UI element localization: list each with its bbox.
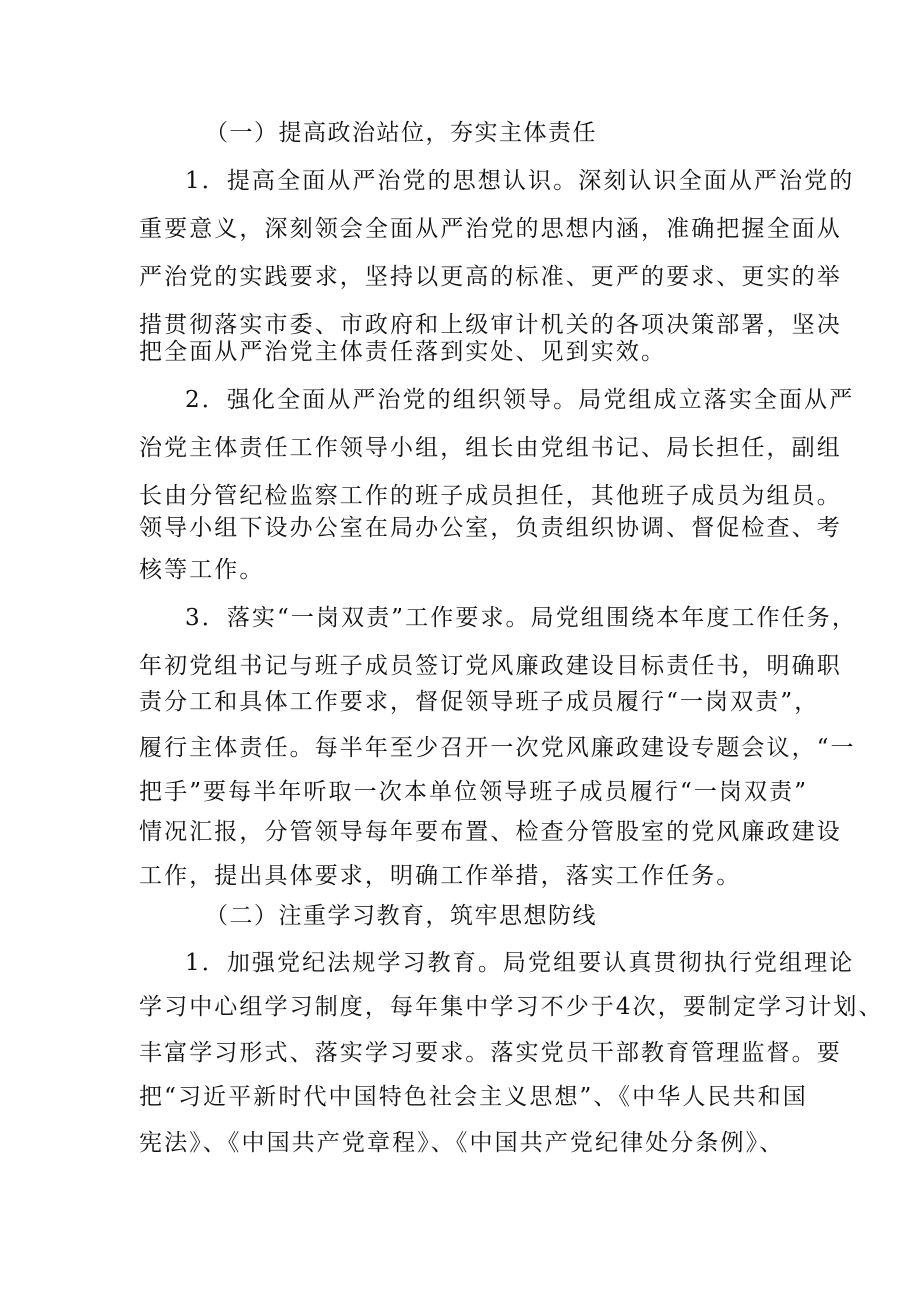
paragraph-line: 1．提高全面从严治党的思想认识。深刻认识全面从严治党的 [185, 168, 855, 194]
paragraph-line: 严治党的实践要求，坚持以更高的标准、更严的要求、更实的举 [139, 264, 842, 290]
paragraph-line: 2．强化全面从严治党的组织领导。局党组成立落实全面从严 [185, 387, 855, 413]
paragraph-line: 工作，提出具体要求，明确工作举措，落实工作任务。 [139, 863, 742, 889]
paragraph-line: 责分工和具体工作要求，督促领导班子成员履行“一岗双责”， [139, 689, 820, 715]
section-heading-2: （二）注重学习教育，筑牢思想防线 [205, 903, 597, 929]
paragraph-line: 核等工作。 [139, 557, 265, 583]
paragraph-line: 情况汇报，分管领导每年要布置、检查分管股室的党风廉政建设 [139, 819, 842, 845]
paragraph-line: 年初党组书记与班子成员签订党风廉政建设目标责任书，明确职 [139, 653, 842, 679]
paragraph-line: 宪法》、《中国共产党章程》、《中国共产党纪律处分条例》、 [139, 1130, 785, 1156]
paragraph-line: 把手”要每半年听取一次本单位领导班子成员履行“一岗双责” [139, 779, 809, 805]
section-heading-1: （一）提高政治站位，夯实主体责任 [205, 120, 597, 146]
paragraph-line: 丰富学习形式、落实学习要求。落实党员干部教育管理监督。要 [139, 1040, 842, 1066]
paragraph-line: 长由分管纪检监察工作的班子成员担任，其他班子成员为组员。 [139, 483, 842, 509]
paragraph-line: 1．加强党纪法规学习教育。局党组要认真贯彻执行党组理论 [185, 950, 855, 976]
paragraph-line: 治党主体责任工作领导小组，组长由党组书记、局长担任，副组 [139, 435, 842, 461]
paragraph-line: 履行主体责任。每半年至少召开一次党风廉政建设专题会议，“一 [139, 735, 856, 761]
paragraph-line: 学习中心组学习制度，每年集中学习不少于4次，要制定学习计划、 [139, 994, 884, 1020]
paragraph-line: 3．落实“一岗双责”工作要求。局党组围绕本年度工作任务， [185, 605, 857, 631]
paragraph-line: 措贯彻落实市委、市政府和上级审计机关的各项决策部署，坚决 [139, 312, 842, 338]
paragraph-line: 把“习近平新时代中国特色社会主义思想”、《中华人民共和国 [139, 1084, 808, 1110]
paragraph-line: 重要意义，深刻领会全面从严治党的思想内涵，准确把握全面从 [139, 216, 842, 242]
paragraph-line: 领导小组下设办公室在局办公室，负责组织协调、督促检查、考 [139, 515, 842, 541]
paragraph-line: 把全面从严治党主体责任落到实处、见到实效。 [139, 339, 667, 365]
